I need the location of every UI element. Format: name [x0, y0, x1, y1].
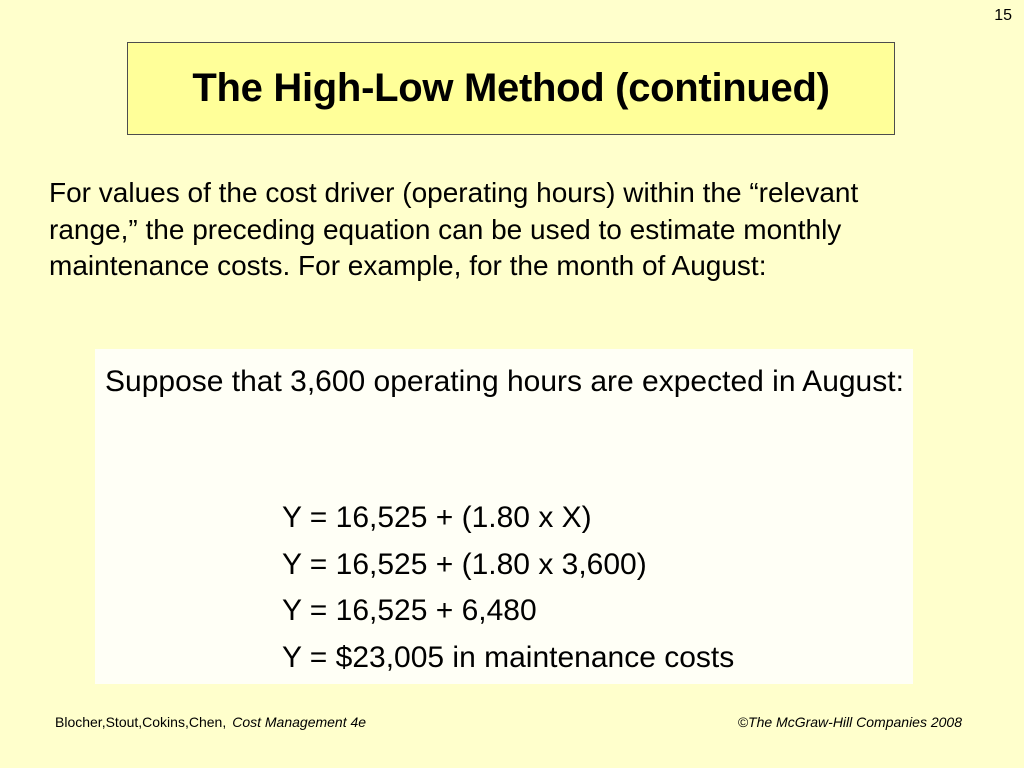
footer-book-title: Cost Management 4e [232, 714, 367, 730]
footer-copyright: ©The McGraw-Hill Companies 2008 [737, 714, 962, 730]
equation-list [282, 495, 734, 681]
title-box [127, 42, 895, 135]
equation-line: Y = $23,005 in maintenance costs [282, 640, 735, 674]
equation-line: Y = 16,525 + (1.80 x 3,600) [282, 547, 647, 581]
example-intro: Suppose that 3,600 operating hours are expected in August: [105, 365, 904, 398]
equation-line: Y = 16,525 + 6,480 [282, 594, 537, 627]
footer-citation [55, 714, 366, 730]
body-paragraph: For values of the cost driver (operating hours) within the “relevant range,” the preceding equation can be used to estimate monthly maintenance costs. For example, for the month of August: [49, 177, 859, 281]
slide-number: 15 [994, 7, 1012, 24]
equation-line: Y = 16,525 + (1.80 x X) [282, 501, 592, 534]
example-box [95, 349, 913, 684]
slide-title: The High-Low Method (continued) [192, 66, 830, 110]
footer-authors: Blocher,Stout,Cokins,Chen, [55, 714, 227, 730]
